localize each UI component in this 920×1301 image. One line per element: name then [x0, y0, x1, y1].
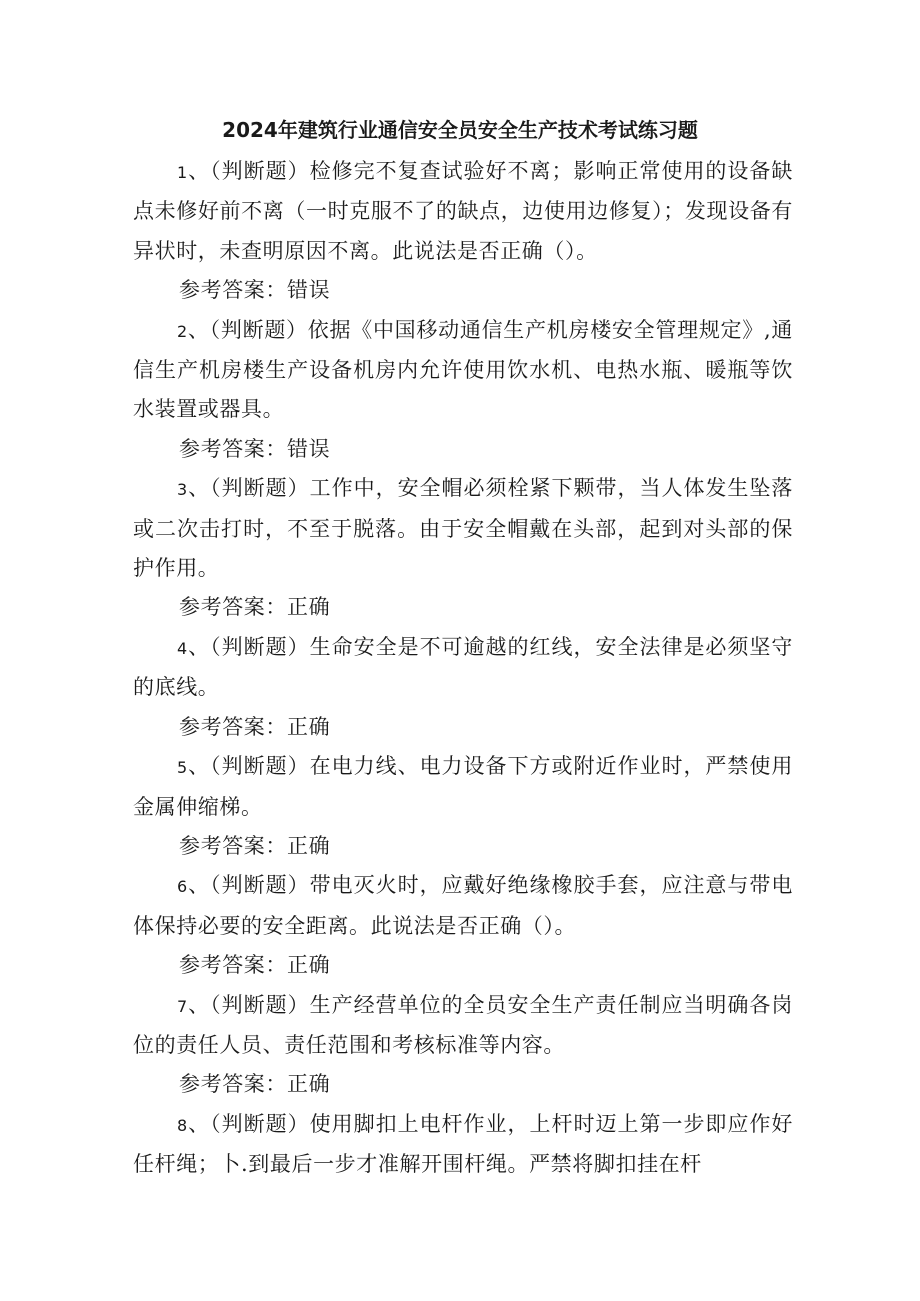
question-number: 5 — [177, 758, 188, 778]
question-type: （判断题） — [210, 992, 310, 1017]
question-type: （判断题） — [210, 754, 310, 779]
question-separator: 、 — [187, 159, 211, 183]
question-type: （判断题） — [209, 317, 308, 342]
answer-value: 错误 — [287, 278, 331, 303]
answer-line — [133, 708, 793, 747]
answer-value: 错误 — [287, 436, 331, 461]
question-separator: 、 — [187, 873, 211, 898]
question-number: 1 — [177, 163, 188, 182]
question-text: 在电力线、电力设备下方或附近作业时，严禁使用金属伸缩梯。 — [133, 754, 794, 819]
question-type: （判断题） — [210, 1111, 310, 1136]
question-text: 带电灭火时，应戴好绝缘橡胶手套，应注意与带电体保持必要的安全距离。此说法是否正确（）。 — [133, 873, 794, 938]
question-number: 8 — [177, 1115, 188, 1135]
question-type: （判断题） — [210, 634, 310, 659]
question-text: 使用脚扣上电杆作业，上杆时迈上第一步即应作好任杆绳；卜.到最后一步才准解开围杆绳。严禁将脚扣挂在杆 — [133, 1111, 794, 1177]
answer-label: 参考答案： — [179, 833, 287, 858]
question-item — [133, 747, 793, 827]
question-item — [133, 311, 793, 430]
question-item — [133, 866, 793, 946]
question-text: 检修完不复查试验好不离；影响正常使用的设备缺点未修好前不离（一时克服不了的缺点，边使用边修复）；发现设备有异状时，未查明原因不离。此说法是否正确（）。 — [133, 159, 794, 263]
answer-label: 参考答案： — [179, 714, 287, 739]
question-separator: 、 — [187, 1111, 211, 1136]
question-number: 4 — [177, 638, 188, 658]
question-type: （判断题） — [210, 476, 310, 501]
question-item — [133, 628, 793, 708]
answer-line — [133, 271, 793, 310]
answer-value: 正确 — [287, 595, 331, 620]
question-number: 3 — [177, 480, 188, 500]
question-text: 工作中，安全帽必须栓紧下颗带，当人体发生坠落或二次击打时，不至于脱落。由于安全帽戴在头部，起到对头部的保护作用。 — [133, 476, 794, 581]
question-separator: 、 — [187, 634, 211, 659]
question-separator: 、 — [187, 754, 211, 779]
answer-line — [133, 1065, 793, 1104]
answer-value: 正确 — [287, 833, 331, 858]
answer-label: 参考答案： — [179, 278, 287, 303]
question-item — [133, 469, 793, 588]
question-item — [133, 152, 793, 271]
question-separator: 、 — [187, 476, 211, 501]
question-separator: 、 — [187, 317, 210, 342]
answer-label: 参考答案： — [179, 595, 287, 620]
answer-label: 参考答案： — [179, 436, 287, 461]
answer-line — [133, 827, 793, 866]
document-title: 2024年建筑行业通信安全员安全生产技术考试练习题 — [222, 118, 698, 142]
question-number: 2 — [177, 321, 188, 341]
question-text: 生产经营单位的全员安全生产责任制应当明确各岗位的责任人员、责任范围和考核标准等内容。 — [133, 992, 794, 1057]
question-text: 依据《中国移动通信生产机房楼安全管理规定》,通信生产机房楼生产设备机房内允许使用饮水机、电热水瓶、暖瓶等饮水装置或器具。 — [133, 317, 793, 422]
question-item — [133, 1105, 793, 1185]
question-item — [133, 986, 793, 1066]
question-separator: 、 — [187, 992, 211, 1017]
question-number: 7 — [177, 996, 188, 1016]
question-type: （判断题） — [210, 873, 310, 898]
answer-line — [133, 946, 793, 985]
answer-value: 正确 — [287, 1072, 331, 1097]
answer-label: 参考答案： — [179, 1072, 287, 1097]
answer-value: 正确 — [287, 714, 331, 739]
question-number: 6 — [177, 877, 188, 897]
answer-label: 参考答案： — [179, 953, 287, 978]
question-text: 生命安全是不可逾越的红线，安全法律是必须坚守的底线。 — [133, 634, 794, 700]
answer-line — [133, 430, 793, 469]
question-list — [133, 152, 793, 1185]
answer-line — [133, 588, 793, 627]
question-type: （判断题） — [210, 159, 310, 183]
answer-value: 正确 — [287, 953, 331, 978]
